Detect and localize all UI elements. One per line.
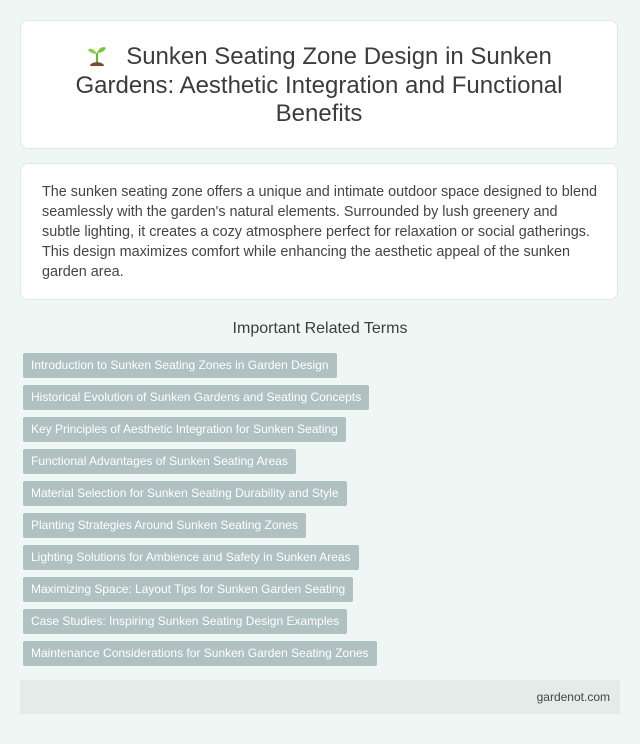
related-term-tag[interactable]: Case Studies: Inspiring Sunken Seating Design Examples bbox=[23, 609, 347, 634]
related-term-tag[interactable]: Maximizing Space: Layout Tips for Sunken Garden Seating bbox=[23, 577, 353, 602]
related-term-tag[interactable]: Lighting Solutions for Ambience and Safety in Sunken Areas bbox=[23, 545, 359, 570]
footer-site-link[interactable]: gardenot.com bbox=[536, 690, 610, 704]
description-text: The sunken seating zone offers a unique and intimate outdoor space designed to blend seamlessly with the garden's natural elements. Surrounded by lush greenery and subtle lighting, it creates a cozy atmosphere perfect for relaxation or social gatherings. This design maximizes comfort while enhancing the aesthetic appeal of the sunken garden area. bbox=[42, 184, 597, 280]
related-term-tag[interactable]: Key Principles of Aesthetic Integration for Sunken Seating bbox=[23, 417, 346, 442]
title-text: Sunken Seating Zone Design in Sunken Gardens: Aesthetic Integration and Functional Benefits bbox=[75, 43, 563, 127]
page-title bbox=[61, 43, 577, 129]
title-card bbox=[20, 20, 618, 149]
related-term-tag[interactable]: Introduction to Sunken Seating Zones in Garden Design bbox=[23, 353, 337, 378]
related-term-tag[interactable]: Historical Evolution of Sunken Gardens and Seating Concepts bbox=[23, 385, 369, 410]
description-card bbox=[20, 163, 618, 300]
related-term-tag[interactable]: Maintenance Considerations for Sunken Garden Seating Zones bbox=[23, 641, 377, 666]
related-terms-heading: Important Related Terms bbox=[232, 320, 408, 337]
related-terms-list bbox=[23, 353, 377, 673]
related-term-tag[interactable]: Material Selection for Sunken Seating Durability and Style bbox=[23, 481, 347, 506]
related-term-tag[interactable]: Planting Strategies Around Sunken Seating Zones bbox=[23, 513, 306, 538]
seedling-icon bbox=[86, 44, 108, 66]
footer bbox=[20, 680, 620, 714]
related-term-tag[interactable]: Functional Advantages of Sunken Seating Areas bbox=[23, 449, 296, 474]
